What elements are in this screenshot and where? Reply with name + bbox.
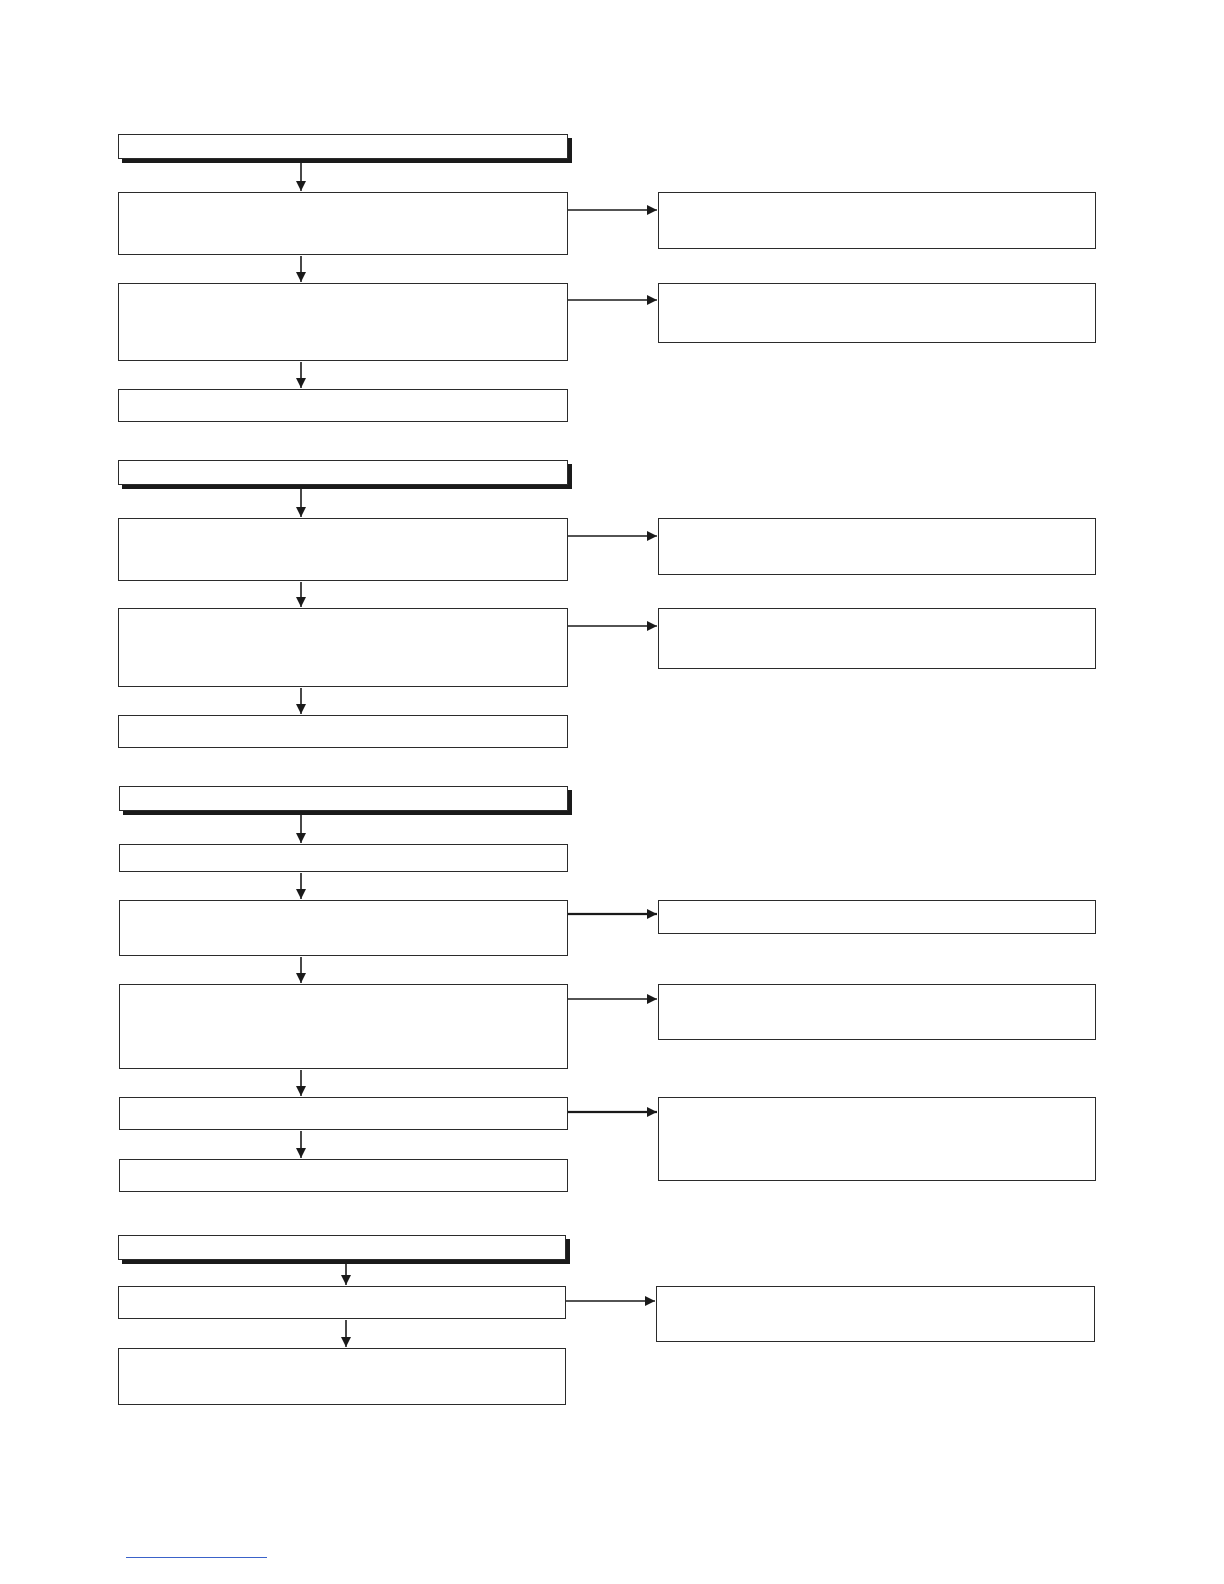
footer-link-underline xyxy=(126,1557,267,1558)
